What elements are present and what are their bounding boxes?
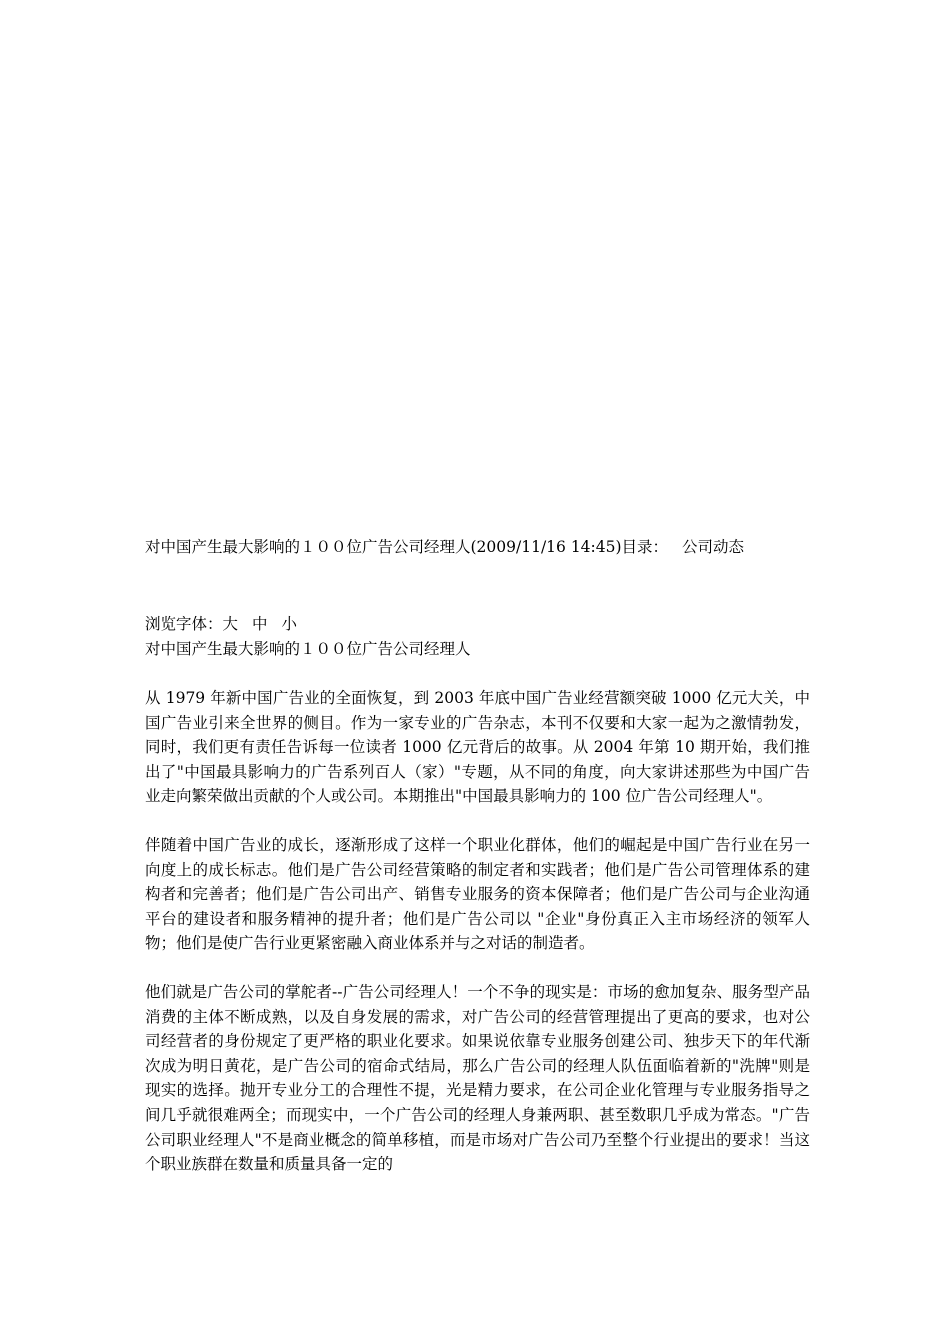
font-size-label: 浏览字体： — [145, 615, 223, 633]
document-body — [145, 535, 810, 1201]
font-size-selector — [145, 612, 810, 637]
article-title: 对中国产生最大影响的１００位广告公司经理人 — [145, 640, 471, 658]
category-link[interactable]: 公司动态 — [682, 538, 745, 556]
page-title: 对中国产生最大影响的１００位广告公司经理人(2009/11/16 14:45)目录： — [145, 538, 669, 556]
paragraph: 他们就是广告公司的掌舵者--广告公司经理人！一个不争的现实是：市场的愈加复杂、服务型产品消费的主体不断成熟，以及自身发展的需求，对广告公司的经营管理提出了更高的要求，也对公司经营者的身份规定了更严格的职业化要求。如果说依靠专业服务创建公司、独步天下的年代渐次成为明日黄花，是广告公司的宿命式结局，那么广告公司的经理人队伍面临着新的"洗牌"则是现实的选择。抛开专业分工的合理性不提，光是精力要求，在公司企业化管理与专业服务指导之间几乎就很难两全；而现实中，一个广告公司的经理人身兼两职、甚至数职几乎成为常态。"广告公司职业经理人"不是商业概念的简单移植，而是市场对广告公司乃至整个行业提出的要求！当这个职业族群在数量和质量具备一定的 — [145, 982, 810, 1174]
font-size-large[interactable]: 大 — [222, 615, 239, 633]
font-size-medium[interactable]: 中 — [252, 615, 268, 633]
paragraph: 伴随着中国广告业的成长，逐渐形成了这样一个职业化群体，他们的崛起是中国广告行业在另一向度上的成长标志。他们是广告公司经营策略的制定者和实践者；他们是广告公司管理体系的建构者和完善者；他们是广告公司出产、销售专业服务的资本保障者；他们是广告公司与企业沟通平台的建设者和服务精神的提升者；他们是广告公司以 "企业"身份真正入主市场经济的领军人物；他们是使广告行业更紧密融入商业体系并与之对话的制造者。 — [145, 835, 810, 953]
font-size-small[interactable]: 小 — [281, 615, 298, 633]
paragraph: 从 1979 年新中国广告业的全面恢复，到 2003 年底中国广告业经营额突破 1000 亿元大关，中国广告业引来全世界的侧目。作为一家专业的广告杂志，本刊不仅要和大家一起为之激情勃发，同时，我们更有责任告诉每一位读者 1000 亿元背后的故事。从 2004 年第 10 期开始，我们推出了"中国最具影响力的广告系列百人（家）"专题，从不同的角度，向大家讲述那些为中国广告业走向繁荣做出贡献的个人或公司。本期推出"中国最具影响力的 100 位广告公司经理人"。 — [145, 689, 810, 806]
header-line — [145, 535, 810, 560]
